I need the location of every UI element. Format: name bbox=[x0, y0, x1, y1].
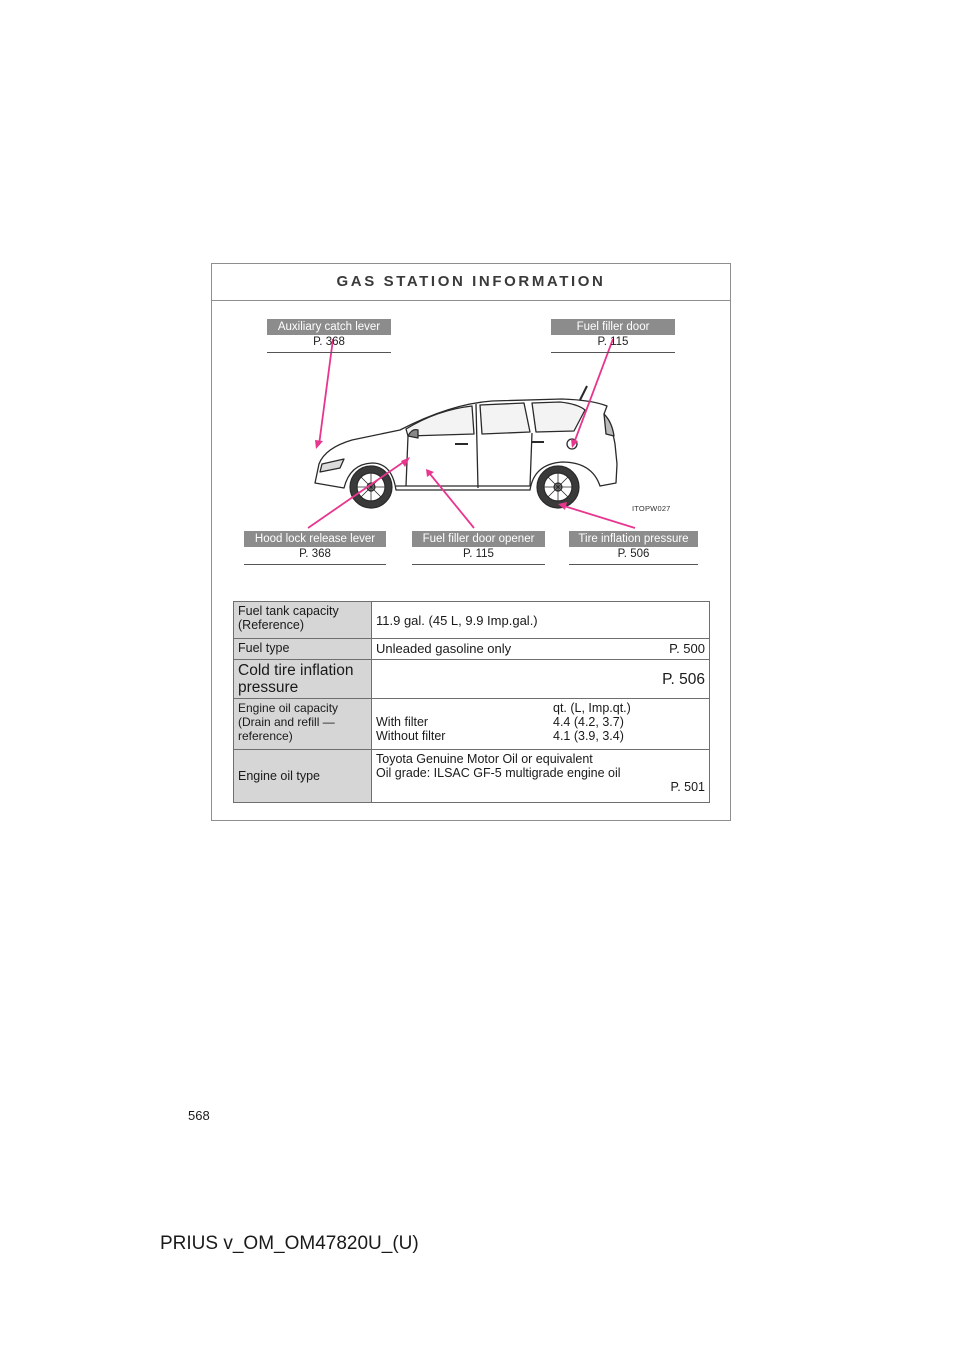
table-row bbox=[234, 660, 710, 699]
oil-unit: qt. (L, Imp.qt.) bbox=[553, 701, 631, 715]
spec-key-line: (Drain and refill — bbox=[238, 715, 335, 729]
callout-hood-lock-label: Hood lock release lever bbox=[244, 531, 386, 547]
gas-station-panel bbox=[211, 263, 731, 821]
spec-fuel-type-text: Unleaded gasoline only bbox=[376, 641, 512, 656]
car-rear-wheel bbox=[537, 466, 579, 508]
callout-aux-catch-page[interactable]: P. 368 bbox=[267, 335, 391, 353]
callout-tire-pressure-page[interactable]: P. 506 bbox=[569, 547, 698, 565]
callout-fuel-door bbox=[551, 319, 675, 353]
oil-row1-value: 4.4 (4.2, 3.7) bbox=[553, 715, 624, 729]
callout-fuel-opener-page[interactable]: P. 115 bbox=[412, 547, 545, 565]
callout-tire-pressure-label: Tire inflation pressure bbox=[569, 531, 698, 547]
callout-fuel-door-label: Fuel filler door bbox=[551, 319, 675, 335]
table-row bbox=[234, 602, 710, 639]
car-taillight bbox=[604, 414, 614, 436]
spec-key-fuel-type: Fuel type bbox=[234, 639, 372, 660]
callout-fuel-door-page[interactable]: P. 115 bbox=[551, 335, 675, 353]
line-tire-pressure bbox=[564, 506, 635, 528]
callout-fuel-opener bbox=[412, 531, 545, 565]
spec-key-tire bbox=[234, 660, 372, 699]
spec-key-tank bbox=[234, 602, 372, 639]
spec-key-line: Engine oil capacity bbox=[238, 701, 339, 715]
panel-title: GAS STATION INFORMATION bbox=[212, 264, 730, 301]
callout-fuel-opener-label: Fuel filler door opener bbox=[412, 531, 545, 547]
spec-key-oil-capacity bbox=[234, 699, 372, 750]
table-row bbox=[234, 699, 710, 750]
car-illustration bbox=[212, 264, 732, 564]
oil-type-ref[interactable]: P. 501 bbox=[670, 780, 705, 794]
table-row bbox=[234, 750, 710, 803]
car-window-rear bbox=[480, 403, 530, 434]
footer-doc-code: PRIUS v_OM_OM47820U_(U) bbox=[160, 1233, 419, 1254]
oil-type-line: Oil grade: ILSAC GF-5 multigrade engine oil bbox=[376, 766, 621, 780]
callout-aux-catch bbox=[267, 319, 391, 353]
spec-key-line: Fuel tank capacity bbox=[238, 604, 339, 618]
spec-key-line: Cold tire inflation bbox=[238, 662, 354, 679]
callout-aux-catch-label: Auxiliary catch lever bbox=[267, 319, 391, 335]
spec-value-oil-capacity bbox=[372, 699, 710, 750]
illustration-code: ITOPW027 bbox=[632, 504, 671, 513]
spec-value-oil-type bbox=[372, 750, 710, 803]
spec-value-fuel-type bbox=[372, 639, 710, 660]
spec-key-line: pressure bbox=[238, 679, 299, 696]
table-row bbox=[234, 639, 710, 660]
spec-key-line: reference) bbox=[238, 729, 293, 743]
spec-table bbox=[233, 601, 710, 803]
oil-type-line: Toyota Genuine Motor Oil or equivalent bbox=[376, 752, 593, 766]
oil-row2-label: Without filter bbox=[376, 729, 446, 743]
callout-hood-lock bbox=[244, 531, 386, 565]
oil-row2-value: 4.1 (3.9, 3.4) bbox=[553, 729, 624, 743]
callout-hood-lock-page[interactable]: P. 368 bbox=[244, 547, 386, 565]
page-number: 568 bbox=[188, 1108, 210, 1123]
oil-row1-label: With filter bbox=[376, 715, 429, 729]
line-aux-catch bbox=[319, 339, 333, 445]
spec-fuel-type-ref[interactable]: P. 500 bbox=[669, 641, 705, 656]
car-front-wheel bbox=[350, 466, 392, 508]
spec-value-tank: 11.9 gal. (45 L, 9.9 Imp.gal.) bbox=[372, 602, 710, 639]
car-antenna bbox=[580, 386, 587, 400]
spec-key-oil-type: Engine oil type bbox=[234, 750, 372, 803]
spec-key-line: (Reference) bbox=[238, 618, 304, 632]
callout-tire-pressure bbox=[569, 531, 698, 565]
spec-value-tire-ref[interactable]: P. 506 bbox=[372, 660, 710, 699]
